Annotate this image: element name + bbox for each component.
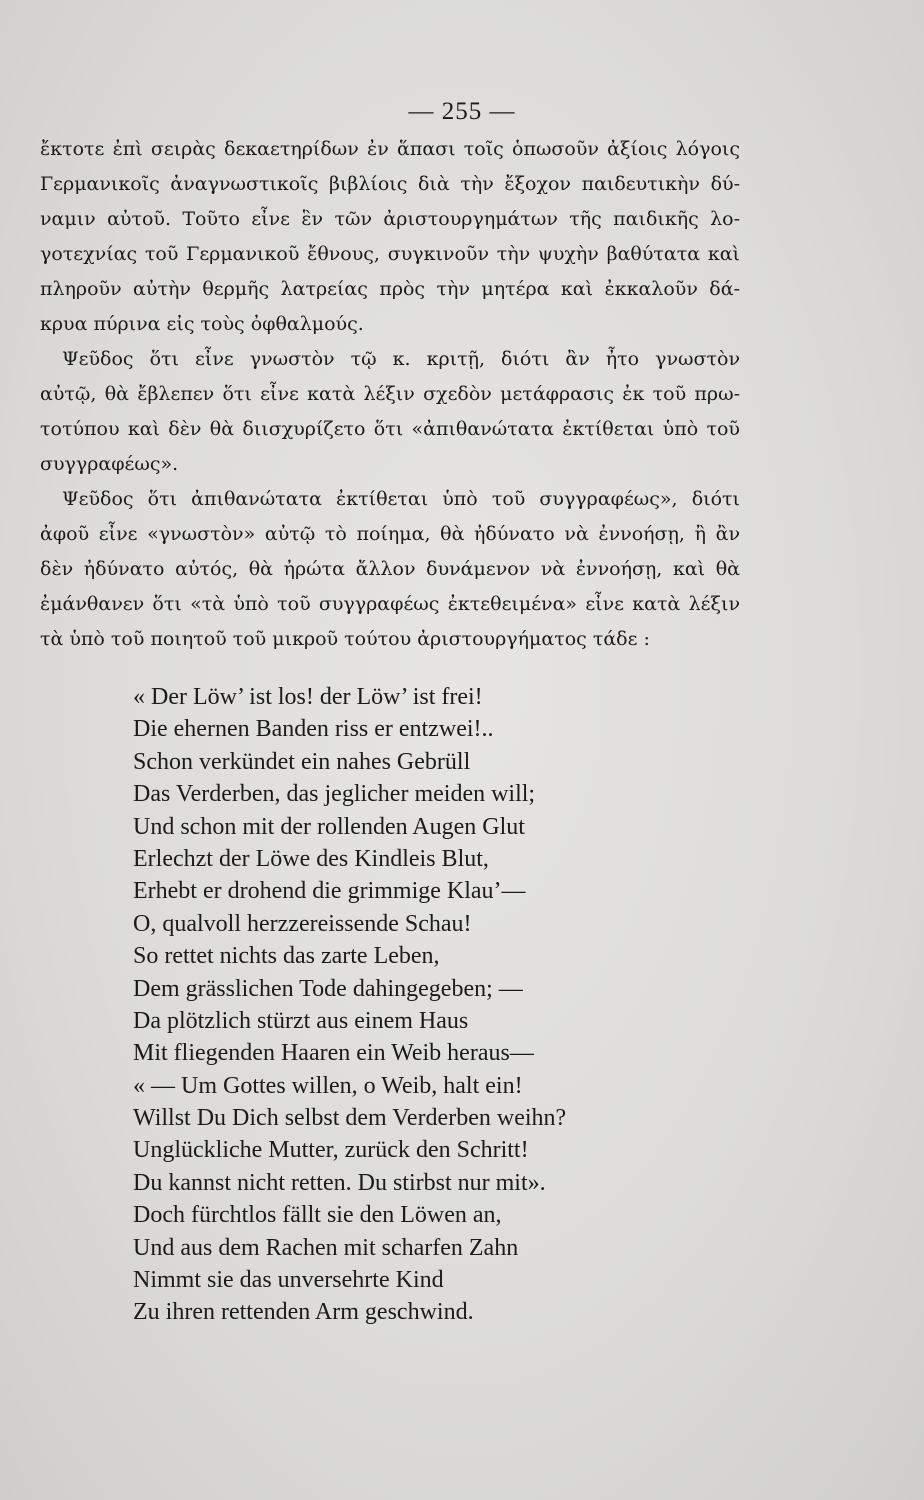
prose-line: τοτύπου καὶ δὲν θὰ διισχυρίζετο ὅτι «ἀπιθανώτατα ἐκτίθεται ὑπὸ τοῦ <box>40 418 740 440</box>
poem-line: Dem grässlichen Tode dahingegeben; — <box>133 975 523 1002</box>
prose-line: κρυα πύρινα εἰς τοὺς ὀφθαλμούς. <box>40 313 364 335</box>
poem-line: Und aus dem Rachen mit scharfen Zahn <box>133 1234 519 1261</box>
prose-line: Ψεῦδος ὅτι ἀπιθανώτατα ἐκτίθεται ὑπὸ τοῦ συγγραφέως», διότι <box>62 488 740 510</box>
poem-line: Doch fürchtlos fällt sie den Löwen an, <box>133 1202 502 1229</box>
poem-line: Nimmt sie das unversehrte Kind <box>133 1267 444 1294</box>
poem-line: Unglückliche Mutter, zurück den Schritt! <box>133 1137 529 1164</box>
poem-line: « — Um Gottes willen, o Weib, halt ein! <box>133 1072 523 1099</box>
poem-line: Das Verderben, das jeglicher meiden will; <box>133 781 536 808</box>
poem-line: Erhebt er drohend die grimmige Klau’— <box>133 878 526 905</box>
poem-line: Und schon mit der rollenden Augen Glut <box>133 813 525 840</box>
poem-line: Mit fliegenden Haaren ein Weib heraus— <box>133 1040 534 1067</box>
poem-line: Du kannst nicht retten. Du stirbst nur mit». <box>133 1169 546 1196</box>
poem-line: Die ehernen Banden riss er entzwei!.. <box>133 716 494 743</box>
prose-line: αὐτῷ, θὰ ἔβλεπεν ὅτι εἶνε κατὰ λέξιν σχεδὸν μετάφρασις ἐκ τοῦ πρω- <box>40 383 740 405</box>
greek-prose <box>40 132 740 657</box>
poem-line: Da plötzlich stürzt aus einem Haus <box>133 1007 469 1034</box>
poem-line: So rettet nichts das zarte Leben, <box>133 943 440 970</box>
prose-line: ἀφοῦ εἶνε «γνωστὸν» αὐτῷ τὸ ποίημα, θὰ ἠδύνατο νὰ ἐννοήσῃ, ἢ ἂν <box>40 523 740 545</box>
prose-line: ἐμάνθανεν ὅτι «τὰ ὑπὸ τοῦ συγγραφέως ἐκτεθειμένα» εἶνε κατὰ λέξιν <box>40 593 740 615</box>
poem-line: « Der Löw’ ist los! der Löw’ ist frei! <box>133 684 483 710</box>
prose-line: συγγραφέως». <box>40 453 179 475</box>
poem-line: Willst Du Dich selbst dem Verderben weihn? <box>133 1105 567 1132</box>
poem-line: Zu ihren rettenden Arm geschwind. <box>133 1299 474 1326</box>
prose-line: ναμιν αὐτοῦ. Τοῦτο εἶνε ἓν τῶν ἀριστουργημάτων τῆς παιδικῆς λο- <box>40 208 740 230</box>
prose-line: τὰ ὑπὸ τοῦ ποιητοῦ τοῦ μικροῦ τούτου ἀριστουργήματος τάδε : <box>40 628 650 650</box>
prose-line: ἔκτοτε ἐπὶ σειρὰς δεκαετηρίδων ἐν ἅπασι τοῖς ὁπωσοῦν ἀξίοις λόγοις <box>40 138 740 160</box>
prose-line: Ψεῦδος ὅτι εἶνε γνωστὸν τῷ κ. κριτῇ, διότι ἂν ἦτο γνωστὸν <box>62 348 740 370</box>
poem-line: Erlechzt der Löwe des Kindleis Blut, <box>133 845 489 872</box>
german-poem <box>133 681 693 1329</box>
page-number: — 255 — <box>408 98 516 125</box>
prose-line: πληροῦν αὐτὴν θερμῆς λατρείας πρὸς τὴν μητέρα καὶ ἐκκαλοῦν δά- <box>40 278 740 300</box>
poem-line: O, qualvoll herzzereissende Schau! <box>133 910 472 937</box>
prose-line: Γερμανικοῖς ἀναγνωστικοῖς βιβλίοις διὰ τὴν ἔξοχον παιδευτικὴν δύ- <box>40 173 740 195</box>
prose-line: γοτεχνίας τοῦ Γερμανικοῦ ἔθνους, συγκινοῦν τὴν ψυχὴν βαθύτατα καὶ <box>40 243 740 265</box>
poem-line: Schon verkündet ein nahes Gebrüll <box>133 748 471 775</box>
prose-line: δὲν ἠδύνατο αὐτός, θὰ ἠρώτα ἄλλον δυνάμενον νὰ ἐννοήσῃ, καὶ θὰ <box>40 558 740 580</box>
